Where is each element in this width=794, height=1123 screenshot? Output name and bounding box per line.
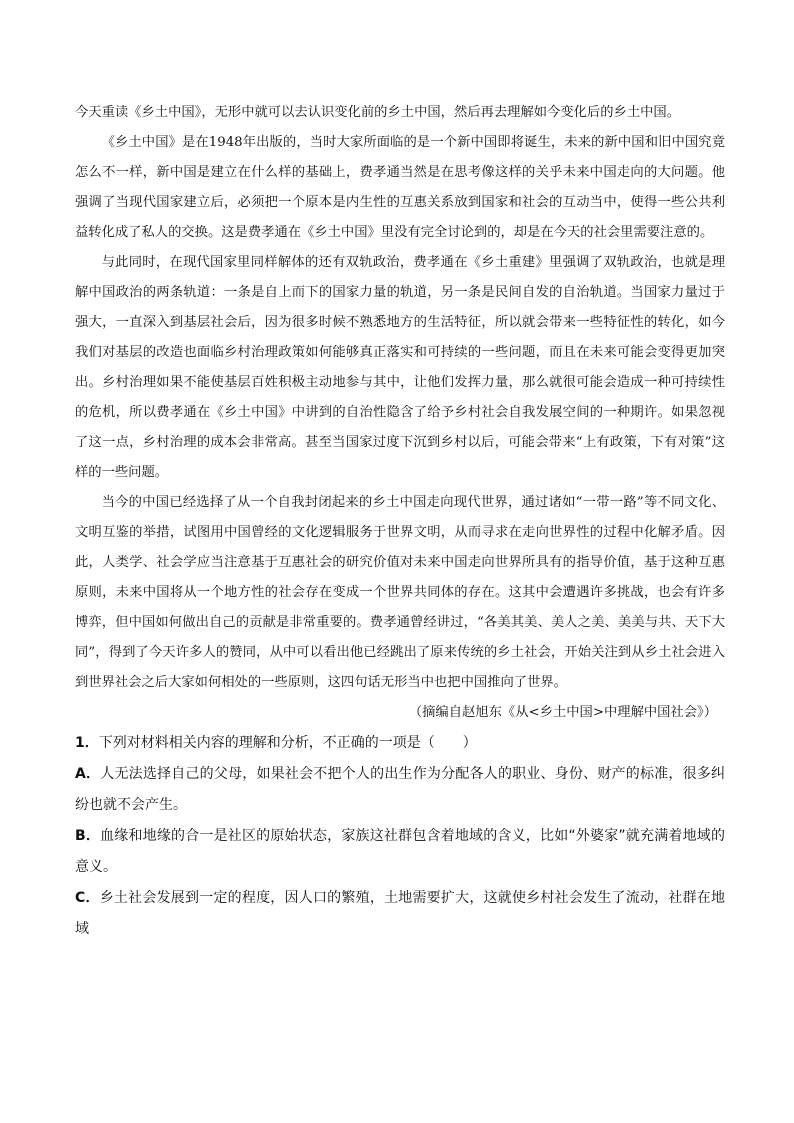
article-paragraph-4: 当今的中国已经选择了从一个自我封闭起来的乡土中国走向现代世界，通过诸如“一带一路”等不同文化、文明互鉴的举措，试图用中国曾经的文化逻辑服务于世界文明，从而寻求在走向世界性的过程中化解矛盾。因此，人类学、社会学应当注意基于互惠社会的研究价值对未来中国走向世界所具有的指导价值，基于这种互惠原则，未来中国将从一个地方性的社会存在变成一个世界共同体的存在。这其中会遭遇许多挑战，也会有许多博弈，但中国如何做出自己的贡献是非常重要的。费孝通曾经讲过，“各美其美、美人之美、美美与共、天下大同”，得到了今天许多人的赞同，从中可以看出他已经跳出了原来传统的乡土社会，开始关注到从乡土社会进入到世界社会之后大家如何相处的一些原则，这四句话无形当中也把中国推向了世界。 (75, 495, 725, 690)
option-a (75, 759, 725, 821)
option-c-text: 乡土社会发展到一定的程度，因人口的繁殖，土地需要扩大，这就使乡村社会发生了流动，社群在地域 (75, 890, 726, 937)
question-stem-text: 下列对材料相关内容的理解和分析，不正确的一项是（ ） (98, 735, 477, 751)
article-paragraph-2: 《乡土中国》是在1948年出版的，当时大家所面临的是一个新中国即将诞生，未来的新中国和旧中国究竟怎么不一样，新中国是建立在什么样的基础上，费孝通当然是在思考像这样的关乎未来中国走向的大问题。他强调了当现代国家建立后，必须把一个原本是内生性的互惠关系放到国家和社会的互动当中，使得一些公共利益转化成了私人的交换。这是费孝通在《乡土中国》里没有完全讨论到的，却是在今天的社会里需要注意的。 (75, 135, 725, 240)
question-stem (75, 728, 725, 759)
option-b-label: B． (75, 828, 101, 844)
option-b-text: 血缘和地缘的合一是社区的原始状态，家族这社群包含着地域的含义，比如“外婆家”就充满着地域的意义。 (75, 828, 725, 875)
article-source: （摘编自赵旭东《从<乡土中国>中理解中国社会》） (408, 705, 717, 720)
option-c (75, 883, 725, 945)
article-paragraph-1: 今天重读《乡土中国》，无形中就可以去认识变化前的乡土中国，然后再去理解如今变化后的乡土中国。 (75, 105, 681, 120)
question-number: 1． (75, 735, 99, 751)
option-b (75, 821, 725, 883)
option-c-label: C． (75, 890, 100, 906)
document-content (75, 98, 725, 945)
article-paragraph-3: 与此同时，在现代国家里同样解体的还有双轨政治，费孝通在《乡土重建》里强调了双轨政治，也就是理解中国政治的两条轨道：一条是自上而下的国家力量的轨道，另一条是民间自发的自治轨道。当国家力量过于强大，一直深入到基层社会后，因为很多时候不熟悉地方的生活特征，所以就会带来一些特征性的转化，如今我们对基层的改造也面临乡村治理政策如何能够真正落实和可持续的一些问题，而且在未来可能会变得更加突出。乡村治理如果不能使基层百姓积极主动地参与其中，让他们发挥力量，那么就很可能会造成一种可持续性的危机，所以费孝通在《乡土中国》中讲到的自治性隐含了给予乡村社会自我发展空间的一种期许。如果忽视了这一点，乡村治理的成本会非常高。甚至当国家过度下沉到乡村以后，可能会带来“上有政策，下有对策”这样的一些问题。 (75, 255, 725, 480)
option-a-text: 人无法选择自己的父母，如果社会不把个人的出生作为分配各人的职业、身份、财产的标准，很多纠纷也就不会产生。 (75, 766, 725, 813)
option-a-label: A． (75, 766, 101, 782)
